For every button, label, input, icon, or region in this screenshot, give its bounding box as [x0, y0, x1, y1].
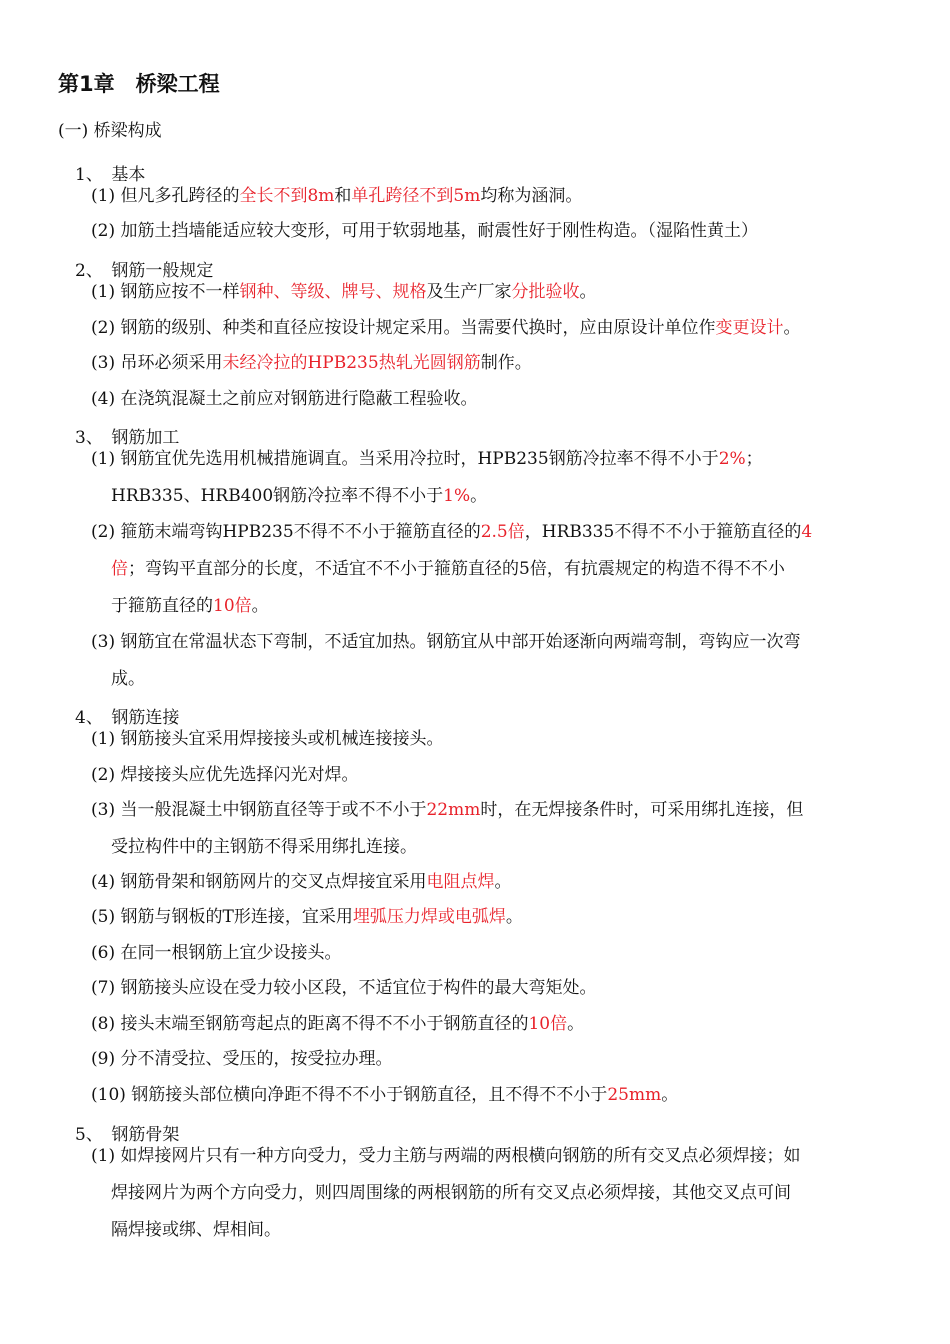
section-heading: 5、 钢筋骨架: [75, 1125, 180, 1145]
body-text: (1) 钢筋应按不一样: [91, 282, 240, 302]
section-heading: 1、 基本: [75, 165, 146, 185]
section-subheading: (一) 桥梁构成: [58, 121, 162, 141]
body-text: 。: [505, 907, 523, 927]
item-line: [91, 661, 891, 698]
highlighted-text: 倍: [111, 559, 128, 579]
body-text: ，HRB335不得不不小于箍筋直径的: [524, 522, 802, 542]
highlighted-text: 钢种、等级、牌号、规格: [239, 282, 427, 302]
body-text: 。: [567, 1014, 585, 1034]
section-heading: 3、 钢筋加工: [75, 428, 180, 448]
highlighted-text: 全长不到8m: [239, 186, 335, 206]
highlighted-text: 10倍: [213, 596, 252, 616]
body-text: 焊接网片为两个方向受力，则四周围缘的两根钢筋的所有交叉点必须焊接，其他交叉点可间: [111, 1183, 791, 1203]
body-text: (2) 箍筋末端弯钩HPB235不得不不小于箍筋直径的: [91, 522, 481, 542]
item-line: [91, 721, 891, 758]
body-text: (6) 在同一根钢筋上宜少设接头。: [91, 943, 342, 963]
body-text: 制作。: [480, 353, 532, 373]
item-line: [91, 274, 891, 311]
body-text: (2) 加筋土挡墙能适应较大变形，可用于软弱地基，耐震性好于刚性构造。（湿陷性黄土）: [91, 221, 758, 241]
item-line: [91, 213, 891, 250]
highlighted-text: 未经冷拉的HPB235热轧光圆钢筋: [222, 353, 481, 373]
chapter-title: 第1章 桥梁工程: [58, 72, 220, 96]
list-item: [91, 310, 891, 347]
body-text: 于箍筋直径的: [111, 596, 213, 616]
highlighted-text: 2.5倍: [480, 522, 525, 542]
body-text: (4) 钢筋骨架和钢筋网片的交叉点焊接宜采用: [91, 872, 427, 892]
item-line: [91, 1077, 891, 1114]
list-item: [91, 1006, 891, 1043]
highlighted-text: 单孔跨径不到5m: [351, 186, 481, 206]
body-text: 隔焊接或绑、焊相间。: [111, 1220, 281, 1240]
list-item: [91, 757, 891, 794]
body-text: HRB335、HRB400钢筋冷拉率不得不小于: [111, 486, 444, 506]
item-line: [91, 1212, 891, 1249]
section-heading: 2、 钢筋一般规定: [75, 261, 214, 281]
item-line: [91, 381, 891, 418]
list-item: [91, 381, 891, 418]
body-text: (2) 焊接接头应优先选择闪光对焊。: [91, 765, 359, 785]
highlighted-text: 22mm: [426, 800, 481, 820]
highlighted-text: 电阻点焊: [426, 872, 495, 892]
item-line: [91, 1006, 891, 1043]
body-text: 均称为涵洞。: [480, 186, 583, 206]
body-text: (3) 吊环必须采用: [91, 353, 223, 373]
body-text: (4) 在浇筑混凝土之前应对钢筋进行隐蔽工程验收。: [91, 389, 478, 409]
item-line: [91, 345, 891, 382]
body-text: (3) 当一般混凝土中钢筋直径等于或不不小于: [91, 800, 427, 820]
highlighted-text: 10倍: [528, 1014, 568, 1034]
body-text: 。: [579, 282, 597, 302]
list-item: [91, 792, 891, 866]
item-line: [91, 864, 891, 901]
list-item: [91, 178, 891, 215]
body-text: (1) 但凡多孔跨径的: [91, 186, 240, 206]
list-item: [91, 1077, 891, 1114]
list-item: [91, 1041, 891, 1078]
body-text: 。: [661, 1085, 679, 1105]
list-item: [91, 213, 891, 250]
body-text: (10) 钢筋接头部位横向净距不得不不小于钢筋直径，且不得不不小于: [91, 1085, 608, 1105]
body-text: (9) 分不清受拉、受压的，按受拉办理。: [91, 1049, 393, 1069]
body-text: (2) 钢筋的级别、种类和直径应按设计规定采用。当需要代换时，应由原设计单位作: [91, 318, 716, 338]
list-item: [91, 899, 891, 936]
body-text: 和: [334, 186, 352, 206]
list-item: [91, 441, 891, 515]
body-text: 及生产厂家: [426, 282, 512, 302]
item-line: [91, 178, 891, 215]
list-item: [91, 721, 891, 758]
highlighted-text: 1%: [443, 486, 471, 506]
list-item: [91, 624, 891, 698]
body-text: (8) 接头末端至钢筋弯起点的距离不得不不小于钢筋直径的: [91, 1014, 529, 1034]
list-item: [91, 274, 891, 311]
list-item: [91, 514, 891, 625]
item-line: [91, 551, 891, 588]
item-line: [91, 829, 891, 866]
highlighted-text: 分批验收: [511, 282, 580, 302]
item-line: [91, 1138, 891, 1175]
highlighted-text: 4: [801, 522, 813, 542]
body-text: 时，在无焊接条件时，可采用绑扎连接，但: [480, 800, 804, 820]
item-line: [91, 757, 891, 794]
body-text: 。: [494, 872, 512, 892]
list-item: [91, 935, 891, 972]
body-text: (7) 钢筋接头应设在受力较小区段，不适宜位于构件的最大弯矩处。: [91, 978, 597, 998]
body-text: 受拉构件中的主钢筋不得采用绑扎连接。: [111, 837, 417, 857]
item-line: [91, 1041, 891, 1078]
item-line: [91, 970, 891, 1007]
item-line: [91, 935, 891, 972]
item-line: [91, 514, 891, 551]
list-item: [91, 864, 891, 901]
body-text: 。: [251, 596, 269, 616]
body-text: (1) 钢筋宜优先选用机械措施调直。当采用冷拉时，HPB235钢筋冷拉率不得不小于: [91, 449, 719, 469]
item-line: [91, 588, 891, 625]
body-text: (1) 如焊接网片只有一种方向受力，受力主筋与两端的两根横向钢筋的所有交叉点必须焊接；如: [91, 1146, 801, 1166]
item-line: [91, 624, 891, 661]
body-text: ；: [745, 449, 763, 469]
highlighted-text: 25mm: [607, 1085, 662, 1105]
item-line: [91, 478, 891, 515]
body-text: 。: [783, 318, 801, 338]
highlighted-text: 变更设计: [715, 318, 784, 338]
highlighted-text: 2%: [718, 449, 746, 469]
body-text: 。: [470, 486, 488, 506]
body-text: (5) 钢筋与钢板的T形连接，宜采用: [91, 907, 353, 927]
list-item: [91, 1138, 891, 1249]
list-item: [91, 970, 891, 1007]
body-text: (3) 钢筋宜在常温状态下弯制，不适宜加热。钢筋宜从中部开始逐渐向两端弯制，弯钩应一次弯: [91, 632, 801, 652]
item-line: [91, 441, 891, 478]
body-text: (1) 钢筋接头宜采用焊接接头或机械连接接头。: [91, 729, 444, 749]
item-line: [91, 792, 891, 829]
body-text: ；弯钩平直部分的长度，不适宜不不小于箍筋直径的5倍，有抗震规定的构造不得不不小: [128, 559, 785, 579]
item-line: [91, 310, 891, 347]
body-text: 成。: [111, 669, 145, 689]
highlighted-text: 埋弧压力焊或电弧焊: [352, 907, 506, 927]
item-line: [91, 1175, 891, 1212]
item-line: [91, 899, 891, 936]
section-heading: 4、 钢筋连接: [75, 708, 180, 728]
list-item: [91, 345, 891, 382]
